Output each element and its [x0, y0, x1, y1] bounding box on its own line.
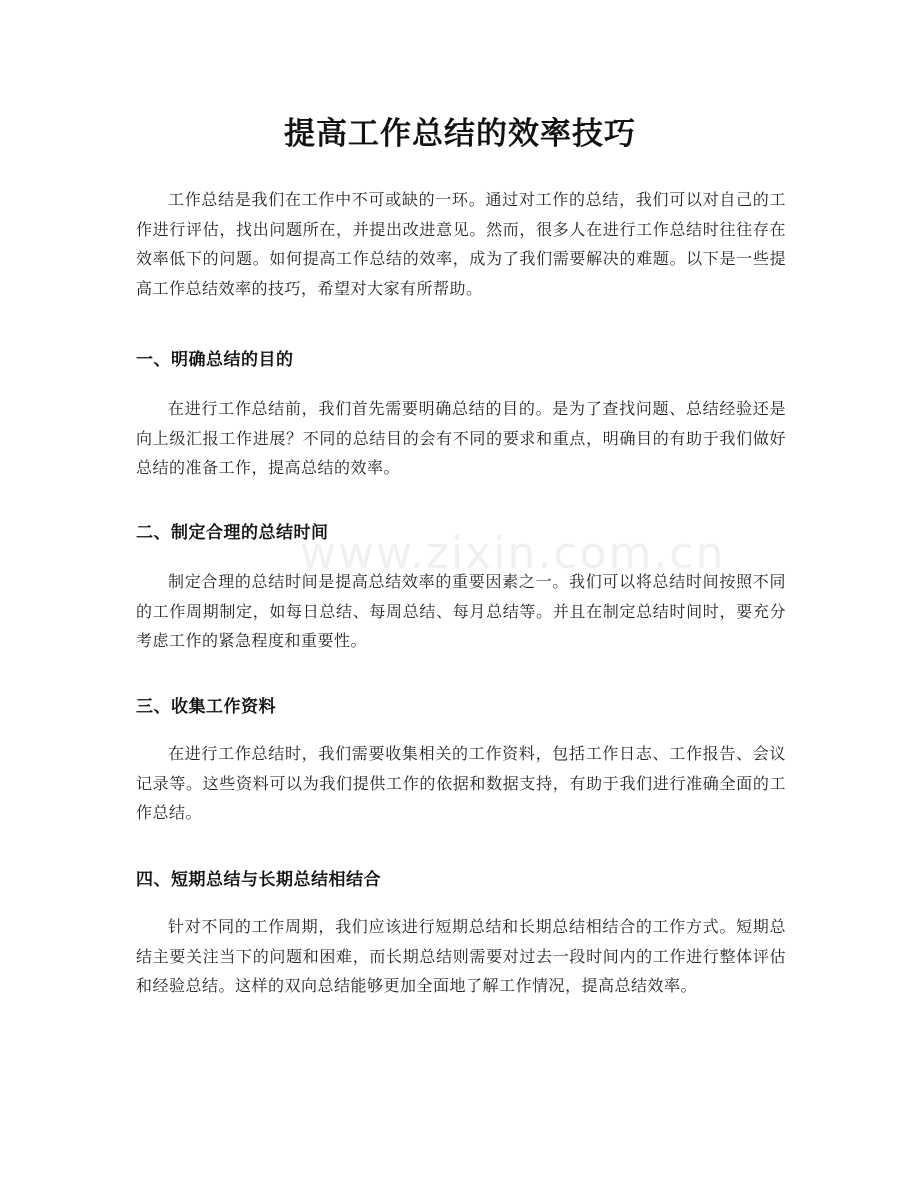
section-body-4: 针对不同的工作周期，我们应该进行短期总结和长期总结相结合的工作方式。短期总结主要关注当下的问题和困难，而长期总结则需要对过去一段时间内的工作进行整体评估和经验总结。这样的双向总结能够更加全面地了解工作情况，提高总结效率。: [136, 917, 786, 995]
section-heading-4: 四、短期总结与长期总结相结合: [136, 870, 381, 890]
section-heading-2: 二、制定合理的总结时间: [136, 523, 329, 543]
section-body-1: 在进行工作总结前，我们首先需要明确总结的目的。是为了查找问题、总结经验还是向上级汇报工作进展？不同的总结目的会有不同的要求和重点，明确目的有助于我们做好总结的准备工作，提高总结的效率。: [136, 399, 786, 477]
section-heading-3: 三、收集工作资料: [136, 697, 276, 717]
section-heading-1: 一、明确总结的目的: [136, 350, 294, 370]
section-body-3: 在进行工作总结时，我们需要收集相关的工作资料，包括工作日志、工作报告、会议记录等。这些资料可以为我们提供工作的依据和数据支持，有助于我们进行准确全面的工作总结。: [136, 744, 786, 822]
watermark-text: www.zixin.com.cn: [300, 528, 726, 579]
document-title: 提高工作总结的效率技巧: [284, 116, 636, 152]
section-body-2: 制定合理的总结时间是提高总结效率的重要因素之一。我们可以将总结时间按照不同的工作周期制定，如每日总结、每周总结、每月总结等。并且在制定总结时间时，要充分考虑工作的紧急程度和重要性。: [136, 572, 786, 650]
intro-paragraph: 工作总结是我们在工作中不可或缺的一环。通过对工作的总结，我们可以对自己的工作进行评估，找出问题所在，并提出改进意见。然而，很多人在进行工作总结时往往存在效率低下的问题。如何提高工作总结的效率，成为了我们需要解决的难题。以下是一些提高工作总结效率的技巧，希望对大家有所帮助。: [136, 190, 786, 298]
